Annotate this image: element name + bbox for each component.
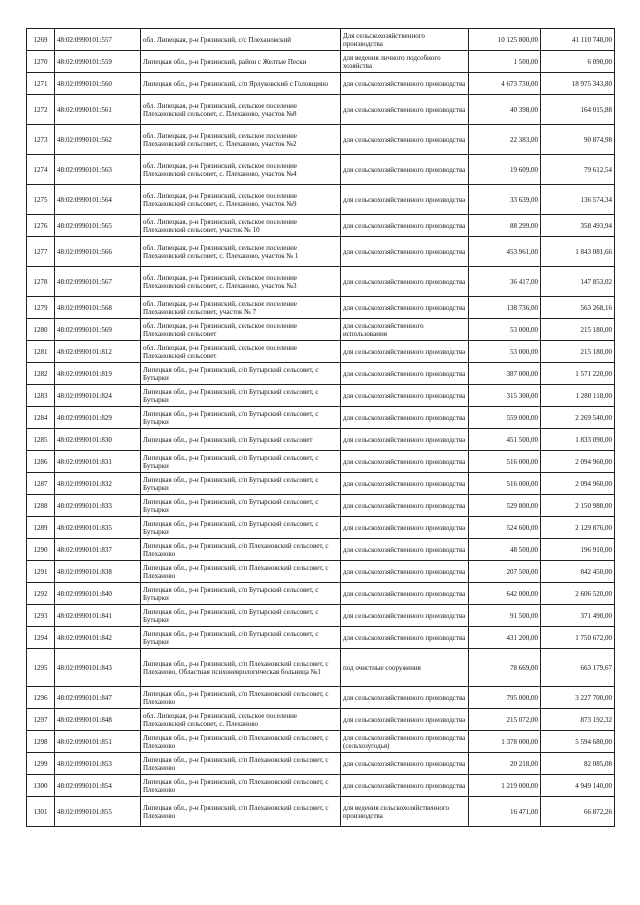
- value-1-cell: 451 500,00: [469, 429, 541, 451]
- address-cell: Липецкая обл., р-н Грязинский, с/п Ярлуковский с Головщино: [141, 73, 341, 95]
- table-row: [27, 473, 615, 495]
- cadastral-number-cell: 48:02:0990101:829: [55, 407, 141, 429]
- row-number-cell: 1270: [27, 51, 55, 73]
- table-row: [27, 385, 615, 407]
- value-1-cell: 1 378 000,00: [469, 731, 541, 753]
- permitted-use-cell: под очистные сооружения: [341, 649, 469, 687]
- value-1-cell: 53 000,00: [469, 341, 541, 363]
- value-2-cell: 5 594 680,00: [541, 731, 615, 753]
- table-row: [27, 51, 615, 73]
- cadastral-number-cell: 48:02:0990101:819: [55, 363, 141, 385]
- row-number-cell: 1288: [27, 495, 55, 517]
- value-2-cell: 41 110 748,00: [541, 29, 615, 51]
- row-number-cell: 1272: [27, 95, 55, 125]
- row-number-cell: 1290: [27, 539, 55, 561]
- cadastral-number-cell: 48:02:0990101:559: [55, 51, 141, 73]
- table-row: [27, 29, 615, 51]
- permitted-use-cell: для сельскохозяйственного производства (сельхозугодья): [341, 731, 469, 753]
- table-row: [27, 451, 615, 473]
- table-row: [27, 237, 615, 267]
- value-1-cell: 453 961,00: [469, 237, 541, 267]
- row-number-cell: 1283: [27, 385, 55, 407]
- cadastral-number-cell: 48:02:0990101:562: [55, 125, 141, 155]
- cadastral-number-cell: 48:02:0990101:824: [55, 385, 141, 407]
- cadastral-number-cell: 48:02:0990101:831: [55, 451, 141, 473]
- value-2-cell: 79 612,54: [541, 155, 615, 185]
- table-row: [27, 407, 615, 429]
- value-1-cell: 36 417,00: [469, 267, 541, 297]
- cadastral-number-cell: 48:02:0990101:563: [55, 155, 141, 185]
- address-cell: Липецкая обл., р-н Грязинский, с/п Плехановский сельсовет, с Плеханово: [141, 753, 341, 775]
- permitted-use-cell: для ведения личного подсобного хозяйства: [341, 51, 469, 73]
- cadastral-number-cell: 48:02:0990101:833: [55, 495, 141, 517]
- permitted-use-cell: для сельскохозяйственного производства: [341, 687, 469, 709]
- permitted-use-cell: для сельскохозяйственного производства: [341, 73, 469, 95]
- value-2-cell: 164 015,88: [541, 95, 615, 125]
- address-cell: обл. Липецкая, р-н Грязинский, сельское поселение Плехановский сельсовет, с. Плеханово, участок №4: [141, 155, 341, 185]
- value-2-cell: 196 910,00: [541, 539, 615, 561]
- value-1-cell: 16 471,00: [469, 797, 541, 827]
- value-1-cell: 138 736,00: [469, 297, 541, 319]
- value-2-cell: 663 179,67: [541, 649, 615, 687]
- value-1-cell: 53 000,00: [469, 319, 541, 341]
- value-1-cell: 1 219 000,00: [469, 775, 541, 797]
- value-2-cell: 4 949 140,00: [541, 775, 615, 797]
- table-row: [27, 583, 615, 605]
- row-number-cell: 1269: [27, 29, 55, 51]
- cadastral-number-cell: 48:02:0990101:560: [55, 73, 141, 95]
- table-row: [27, 363, 615, 385]
- row-number-cell: 1275: [27, 185, 55, 215]
- value-2-cell: 2 094 960,00: [541, 451, 615, 473]
- permitted-use-cell: для сельскохозяйственного производства: [341, 583, 469, 605]
- cadastral-number-cell: 48:02:0990101:842: [55, 627, 141, 649]
- permitted-use-cell: для сельскохозяйственного производства: [341, 267, 469, 297]
- permitted-use-cell: для сельскохозяйственного производства: [341, 215, 469, 237]
- permitted-use-cell: для сельскохозяйственного производства: [341, 297, 469, 319]
- row-number-cell: 1299: [27, 753, 55, 775]
- table-row: [27, 627, 615, 649]
- value-2-cell: 873 192,32: [541, 709, 615, 731]
- value-2-cell: 2 094 960,00: [541, 473, 615, 495]
- value-2-cell: 1 833 090,00: [541, 429, 615, 451]
- value-1-cell: 207 500,00: [469, 561, 541, 583]
- value-1-cell: 387 000,00: [469, 363, 541, 385]
- value-2-cell: 1 280 118,00: [541, 385, 615, 407]
- address-cell: Липецкая обл., р-н Грязинский, с/п Бутырский сельсовет, с Бутырки: [141, 385, 341, 407]
- value-2-cell: 90 874,98: [541, 125, 615, 155]
- permitted-use-cell: Для сельскохозяйственного производства: [341, 29, 469, 51]
- cadastral-number-cell: 48:02:0990101:569: [55, 319, 141, 341]
- address-cell: Липецкая обл., р-н Грязинский, с/п Плехановский сельсовет, с Плеханово: [141, 731, 341, 753]
- value-2-cell: 66 872,26: [541, 797, 615, 827]
- table-row: [27, 539, 615, 561]
- row-number-cell: 1294: [27, 627, 55, 649]
- cadastral-number-cell: 48:02:0990101:830: [55, 429, 141, 451]
- value-1-cell: 4 673 730,00: [469, 73, 541, 95]
- address-cell: обл. Липецкая, р-н Грязинский, сельское поселение Плехановский сельсовет, участок № 7: [141, 297, 341, 319]
- address-cell: обл. Липецкая, р-н Грязинский, сельское поселение Плехановский сельсовет, с. Плеханово, участок № 1: [141, 237, 341, 267]
- address-cell: Липецкая обл., р-н Грязинский, с/п Плехановский сельсовет, с Плеханово, Областная психоневрологическая больница №1: [141, 649, 341, 687]
- value-2-cell: 82 085,08: [541, 753, 615, 775]
- value-1-cell: 10 125 800,00: [469, 29, 541, 51]
- table-row: [27, 155, 615, 185]
- row-number-cell: 1289: [27, 517, 55, 539]
- row-number-cell: 1280: [27, 319, 55, 341]
- table-row: [27, 775, 615, 797]
- land-plots-table: [26, 28, 615, 827]
- address-cell: Липецкая обл., р-н Грязинский, с/п Бутырский сельсовет: [141, 429, 341, 451]
- permitted-use-cell: для сельскохозяйственного производства: [341, 125, 469, 155]
- table-row: [27, 561, 615, 583]
- table-row: [27, 649, 615, 687]
- table-row: [27, 709, 615, 731]
- cadastral-number-cell: 48:02:0990101:841: [55, 605, 141, 627]
- address-cell: обл. Липецкая, р-н Грязинский, сельское поселение Плехановский сельсовет, с. Плеханово, участок №9: [141, 185, 341, 215]
- value-2-cell: 2 129 876,00: [541, 517, 615, 539]
- row-number-cell: 1278: [27, 267, 55, 297]
- value-1-cell: 78 669,00: [469, 649, 541, 687]
- cadastral-number-cell: 48:02:0990101:557: [55, 29, 141, 51]
- address-cell: Липецкая обл., р-н Грязинский, с/п Бутырский сельсовет, с Бутырки: [141, 407, 341, 429]
- cadastral-number-cell: 48:02:0990101:566: [55, 237, 141, 267]
- value-1-cell: 48 500,00: [469, 539, 541, 561]
- value-2-cell: 2 150 988,00: [541, 495, 615, 517]
- permitted-use-cell: для сельскохозяйственного производства: [341, 429, 469, 451]
- table-row: [27, 605, 615, 627]
- permitted-use-cell: для сельскохозяйственного производства: [341, 539, 469, 561]
- value-2-cell: 2 269 540,00: [541, 407, 615, 429]
- value-2-cell: 1 571 220,00: [541, 363, 615, 385]
- permitted-use-cell: для сельскохозяйственного производства: [341, 605, 469, 627]
- value-1-cell: 215 072,00: [469, 709, 541, 731]
- address-cell: обл. Липецкая, р-н Грязинский, с/с Плехановский: [141, 29, 341, 51]
- table-row: [27, 319, 615, 341]
- cadastral-number-cell: 48:02:0990101:851: [55, 731, 141, 753]
- table-row: [27, 687, 615, 709]
- table-row: [27, 341, 615, 363]
- table-row: [27, 125, 615, 155]
- permitted-use-cell: для сельскохозяйственного производства: [341, 495, 469, 517]
- permitted-use-cell: для сельскохозяйственного производства: [341, 627, 469, 649]
- address-cell: обл. Липецкая, р-н Грязинский, сельское поселение Плехановский сельсовет, с. Плеханово: [141, 709, 341, 731]
- row-number-cell: 1274: [27, 155, 55, 185]
- value-2-cell: 371 490,00: [541, 605, 615, 627]
- value-1-cell: 20 218,00: [469, 753, 541, 775]
- value-1-cell: 795 000,00: [469, 687, 541, 709]
- table-row: [27, 797, 615, 827]
- cadastral-number-cell: 48:02:0990101:568: [55, 297, 141, 319]
- row-number-cell: 1292: [27, 583, 55, 605]
- value-1-cell: 524 600,00: [469, 517, 541, 539]
- table-row: [27, 73, 615, 95]
- value-1-cell: 33 639,00: [469, 185, 541, 215]
- value-2-cell: 147 853,02: [541, 267, 615, 297]
- value-1-cell: 1 500,00: [469, 51, 541, 73]
- permitted-use-cell: для сельскохозяйственного производства: [341, 341, 469, 363]
- cadastral-number-cell: 48:02:0990101:847: [55, 687, 141, 709]
- value-1-cell: 642 000,00: [469, 583, 541, 605]
- row-number-cell: 1298: [27, 731, 55, 753]
- address-cell: обл. Липецкая, р-н Грязинский, сельское поселение Плехановский сельсовет, с. Плеханово, участок №3: [141, 267, 341, 297]
- table-row: [27, 95, 615, 125]
- row-number-cell: 1284: [27, 407, 55, 429]
- address-cell: обл. Липецкая, р-н Грязинский, сельское поселение Плехановский сельсовет, с. Плеханово, участок №8: [141, 95, 341, 125]
- permitted-use-cell: для сельскохозяйственного производства: [341, 185, 469, 215]
- value-1-cell: 40 398,00: [469, 95, 541, 125]
- cadastral-number-cell: 48:02:0990101:838: [55, 561, 141, 583]
- address-cell: Липецкая обл., р-н Грязинский, с/п Бутырский сельсовет, с Бутырки: [141, 583, 341, 605]
- row-number-cell: 1295: [27, 649, 55, 687]
- address-cell: Липецкая обл., р-н Грязинский, с/п Бутырский сельсовет, с Бутырки: [141, 517, 341, 539]
- value-1-cell: 91 500,00: [469, 605, 541, 627]
- address-cell: Липецкая обл., р-н Грязинский, с/п Бутырский сельсовет, с Бутырки: [141, 363, 341, 385]
- cadastral-number-cell: 48:02:0990101:840: [55, 583, 141, 605]
- cadastral-number-cell: 48:02:0990101:561: [55, 95, 141, 125]
- value-2-cell: 6 090,00: [541, 51, 615, 73]
- row-number-cell: 1279: [27, 297, 55, 319]
- table-row: [27, 429, 615, 451]
- address-cell: Липецкая обл., р-н Грязинский, с/п Плехановский сельсовет, с Плеханово: [141, 687, 341, 709]
- address-cell: обл. Липецкая, р-н Грязинский, сельское поселение Плехановский сельсовет: [141, 341, 341, 363]
- cadastral-number-cell: 48:02:0990101:843: [55, 649, 141, 687]
- value-1-cell: 529 800,00: [469, 495, 541, 517]
- address-cell: Липецкая обл., р-н Грязинский, с/п Плехановский сельсовет, с Плеханово: [141, 539, 341, 561]
- cadastral-number-cell: 48:02:0990101:854: [55, 775, 141, 797]
- cadastral-number-cell: 48:02:0990101:832: [55, 473, 141, 495]
- value-2-cell: 358 493,94: [541, 215, 615, 237]
- cadastral-number-cell: 48:02:0990101:812: [55, 341, 141, 363]
- permitted-use-cell: для ведения сельскохозяйственного производства: [341, 797, 469, 827]
- cadastral-number-cell: 48:02:0990101:855: [55, 797, 141, 827]
- permitted-use-cell: для сельскохозяйственного производства: [341, 517, 469, 539]
- table-row: [27, 185, 615, 215]
- permitted-use-cell: для сельскохозяйственного производства: [341, 155, 469, 185]
- row-number-cell: 1277: [27, 237, 55, 267]
- permitted-use-cell: для сельскохозяйственного производства: [341, 775, 469, 797]
- row-number-cell: 1287: [27, 473, 55, 495]
- cadastral-number-cell: 48:02:0990101:565: [55, 215, 141, 237]
- row-number-cell: 1300: [27, 775, 55, 797]
- cadastral-number-cell: 48:02:0990101:848: [55, 709, 141, 731]
- value-2-cell: 563 268,16: [541, 297, 615, 319]
- value-2-cell: 215 180,00: [541, 341, 615, 363]
- value-1-cell: 19 609,00: [469, 155, 541, 185]
- permitted-use-cell: для сельскохозяйственного производства: [341, 385, 469, 407]
- address-cell: Липецкая обл., р-н Грязинский, с/п Бутырский сельсовет, с Бутырки: [141, 473, 341, 495]
- value-1-cell: 88 299,00: [469, 215, 541, 237]
- table-row: [27, 753, 615, 775]
- address-cell: Липецкая обл., р-н Грязинский, район с Желтые Пески: [141, 51, 341, 73]
- permitted-use-cell: для сельскохозяйственного производства: [341, 753, 469, 775]
- row-number-cell: 1271: [27, 73, 55, 95]
- cadastral-number-cell: 48:02:0990101:835: [55, 517, 141, 539]
- address-cell: Липецкая обл., р-н Грязинский, с/п Бутырский сельсовет, с Бутырки: [141, 495, 341, 517]
- permitted-use-cell: для сельскохозяйственного производства: [341, 473, 469, 495]
- permitted-use-cell: для сельскохозяйственного производства: [341, 451, 469, 473]
- table-row: [27, 731, 615, 753]
- address-cell: обл. Липецкая, р-н Грязинский, сельское поселение Плехановский сельсовет, участок № 10: [141, 215, 341, 237]
- row-number-cell: 1285: [27, 429, 55, 451]
- cadastral-number-cell: 48:02:0990101:853: [55, 753, 141, 775]
- row-number-cell: 1291: [27, 561, 55, 583]
- permitted-use-cell: для сельскохозяйственного производства: [341, 407, 469, 429]
- value-1-cell: 431 200,00: [469, 627, 541, 649]
- permitted-use-cell: для сельскохозяйственного производства: [341, 561, 469, 583]
- permitted-use-cell: для сельскохозяйственного использования: [341, 319, 469, 341]
- value-1-cell: 516 000,00: [469, 473, 541, 495]
- permitted-use-cell: для сельскохозяйственного производства: [341, 363, 469, 385]
- table-row: [27, 267, 615, 297]
- address-cell: обл. Липецкая, р-н Грязинский, сельское поселение Плехановский сельсовет, с. Плеханово, участок №2: [141, 125, 341, 155]
- row-number-cell: 1282: [27, 363, 55, 385]
- table-body: [27, 29, 615, 827]
- value-2-cell: 2 606 520,00: [541, 583, 615, 605]
- value-1-cell: 559 000,00: [469, 407, 541, 429]
- address-cell: Липецкая обл., р-н Грязинский, с/п Бутырский сельсовет, с Бутырки: [141, 451, 341, 473]
- cadastral-number-cell: 48:02:0990101:567: [55, 267, 141, 297]
- table-row: [27, 495, 615, 517]
- cadastral-number-cell: 48:02:0990101:564: [55, 185, 141, 215]
- value-2-cell: 3 227 700,00: [541, 687, 615, 709]
- address-cell: Липецкая обл., р-н Грязинский, с/п Плехановский сельсовет, с Плеханово: [141, 797, 341, 827]
- table-row: [27, 517, 615, 539]
- value-2-cell: 1 750 672,00: [541, 627, 615, 649]
- row-number-cell: 1276: [27, 215, 55, 237]
- row-number-cell: 1297: [27, 709, 55, 731]
- cadastral-number-cell: 48:02:0990101:837: [55, 539, 141, 561]
- permitted-use-cell: для сельскохозяйственного производства: [341, 709, 469, 731]
- address-cell: Липецкая обл., р-н Грязинский, с/п Плехановский сельсовет, с Плеханово: [141, 775, 341, 797]
- value-2-cell: 136 574,34: [541, 185, 615, 215]
- row-number-cell: 1301: [27, 797, 55, 827]
- value-1-cell: 516 000,00: [469, 451, 541, 473]
- row-number-cell: 1281: [27, 341, 55, 363]
- address-cell: Липецкая обл., р-н Грязинский, с/п Плехановский сельсовет, с Плеханово: [141, 561, 341, 583]
- row-number-cell: 1273: [27, 125, 55, 155]
- address-cell: Липецкая обл., р-н Грязинский, с/п Бутырский сельсовет, с Бутырки: [141, 627, 341, 649]
- row-number-cell: 1296: [27, 687, 55, 709]
- address-cell: Липецкая обл., р-н Грязинский, с/п Бутырский сельсовет, с Бутырки: [141, 605, 341, 627]
- value-1-cell: 22 383,00: [469, 125, 541, 155]
- table-row: [27, 215, 615, 237]
- address-cell: обл. Липецкая, р-н Грязинский, сельское поселение Плехановский сельсовет: [141, 319, 341, 341]
- value-2-cell: 1 843 081,66: [541, 237, 615, 267]
- value-2-cell: 842 450,00: [541, 561, 615, 583]
- permitted-use-cell: для сельскохозяйственного производства: [341, 95, 469, 125]
- row-number-cell: 1293: [27, 605, 55, 627]
- value-1-cell: 315 300,00: [469, 385, 541, 407]
- value-2-cell: 215 180,00: [541, 319, 615, 341]
- permitted-use-cell: для сельскохозяйственного производства: [341, 237, 469, 267]
- value-2-cell: 18 975 343,80: [541, 73, 615, 95]
- row-number-cell: 1286: [27, 451, 55, 473]
- table-row: [27, 297, 615, 319]
